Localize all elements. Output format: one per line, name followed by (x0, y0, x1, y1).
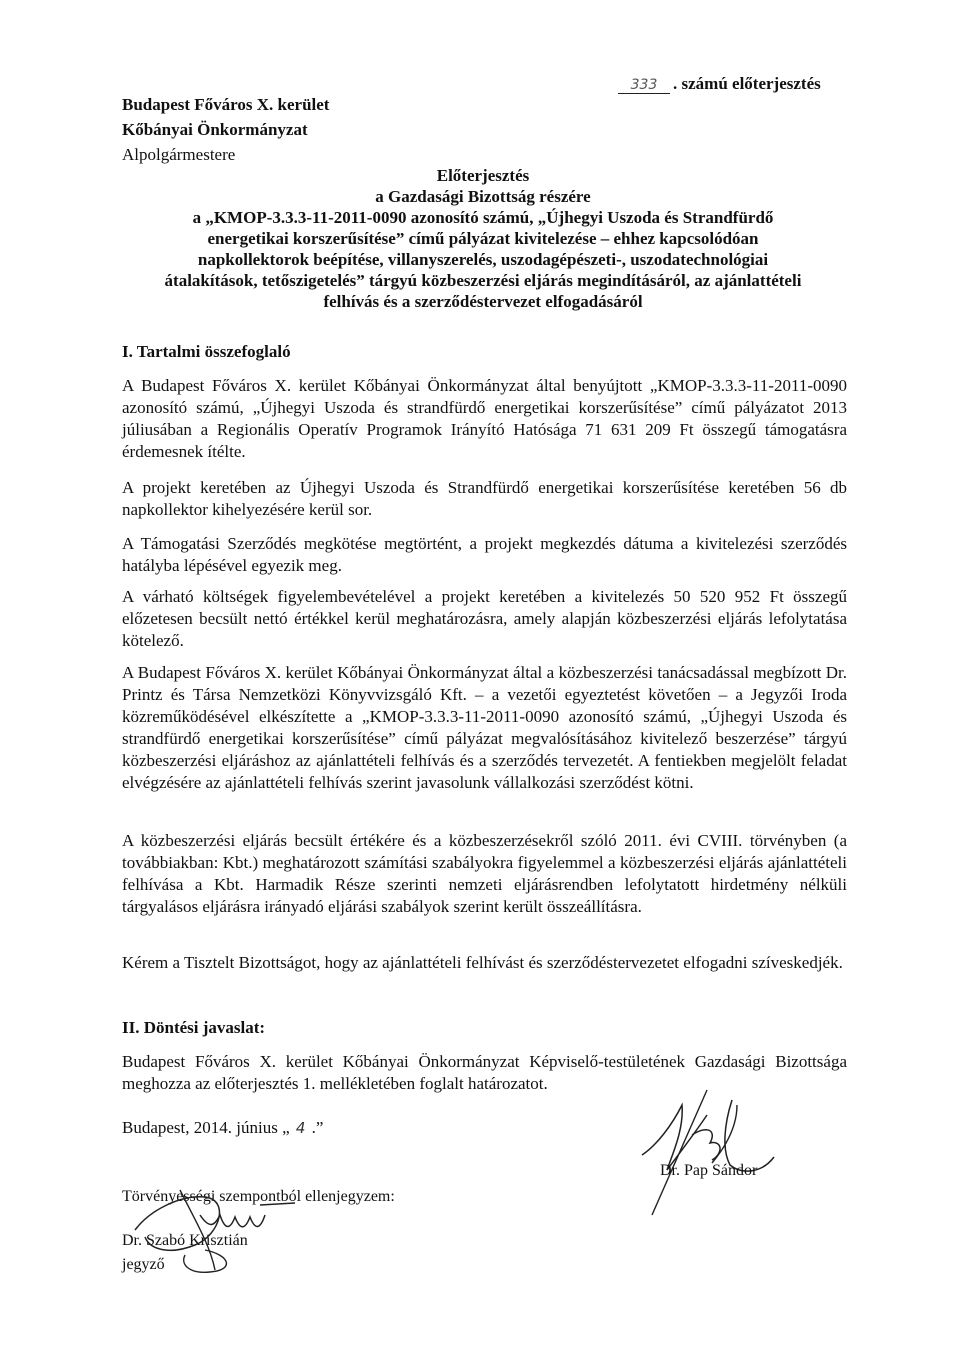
summary-paragraph-7: Kérem a Tisztelt Bizottságot, hogy az ajánlattételi felhívást és szerződéstervezetet elfogadni szíveskedjék. (122, 953, 843, 972)
place-date (122, 1118, 323, 1138)
summary-paragraph-1: A Budapest Főváros X. kerület Kőbányai Önkormányzat által benyújtott „KMOP-3.3.3-11-2011-0090 azonosító számú, „Újhegyi Uszoda és strandfürdő energetikai korszerűsítése” című pályázatot 2013 júliusában a Regionális Operatív Programok Irányító Hatósága 71 631 209 Ft összegű támogatásra érdemesnek ítélte. (122, 376, 847, 461)
notary-signature (110, 1175, 370, 1275)
title-line-7: felhívás és a szerződéstervezet elfogadásáról (323, 292, 643, 311)
summary-paragraph-2: A projekt keretében az Újhegyi Uszoda és Strandfürdő energetikai korszerűsítése keretében 56 db napkollektor kihelyezésére kerül sor. (122, 478, 847, 519)
document-title (118, 165, 848, 312)
summary-paragraph-3: A Támogatási Szerződés megkötése megtörtént, a projekt megkezdés dátuma a kivitelezési szerződés hatályba lépésével egyezik meg. (122, 534, 847, 575)
title-line-6: átalakítások, tetőszigetelés” tárgyú közbeszerzési eljárás megindításáról, az ajánlattételi (164, 271, 802, 290)
issuer-line-3: Alpolgármestere (122, 145, 236, 164)
proposal-number (618, 74, 821, 94)
mayor-name: Dr. Pap Sándor (660, 1162, 758, 1179)
title-line-4: energetikai korszerűsítése” című pályázat kivitelezése – ehhez kapcsolódóan (207, 229, 759, 248)
proposal-number-handwritten: 333 (618, 77, 670, 94)
title-line-1: Előterjesztés (436, 166, 530, 185)
decision-paragraph: Budapest Főváros X. kerület Kőbányai Önkormányzat Képviselő-testületének Gazdasági Bizottsága meghozza az előterjesztés 1. mellékletében foglalt határozatot. (122, 1052, 847, 1093)
title-line-2: a Gazdasági Bizottság részére (375, 187, 591, 206)
notary-name: Dr. Szabó Krisztián (122, 1232, 248, 1249)
section-2-heading: II. Döntési javaslat: (122, 1018, 266, 1037)
issuer-block (122, 92, 329, 167)
summary-paragraph-4: A várható költségek figyelembevételével a projekt keretében a kivitelezés 50 520 952 Ft összegű előzetesen becsült nettó értékkel kerül meghatározásra, amely alapján közbeszerzési eljárás lefolytatása kötelező. (122, 587, 847, 650)
mayor-signature (612, 1085, 782, 1220)
title-line-3: a „KMOP-3.3.3-11-2011-0090 azonosító számú, „Újhegyi Uszoda és Strandfürdő (192, 208, 774, 227)
section-1-heading: I. Tartalmi összefoglaló (122, 342, 291, 361)
place-date-suffix: .” (311, 1118, 324, 1137)
issuer-line-2: Kőbányai Önkormányzat (122, 120, 308, 139)
notary-role: jegyző (122, 1256, 165, 1273)
place-date-day-handwritten: 4 (295, 1119, 306, 1137)
issuer-line-1: Budapest Főváros X. kerület (122, 95, 330, 114)
summary-paragraph-5: A Budapest Főváros X. kerület Kőbányai Önkormányzat által a közbeszerzési tanácsadással megbízott Dr. Printz és Társa Nemzetközi Könyvvizsgáló Kft. – a vezetői egyeztetést követően – a Jegyzői Iroda közreműködésével elkészítette a „KMOP-3.3.3-11-2011-0090 azonosító számú, „Újhegyi Uszoda és strandfürdő energetikai korszerűsítése” című pályázat megvalósításához kivitelező beszerzése” tárgyú közbeszerzési eljáráshoz az ajánlattételi felhívás és a szerződés tervezetét. A fentiekben megjelölt feladat elvégzésére az ajánlattételi felhívás szerint javasolunk vállalkozási szerződést kötni. (122, 663, 847, 792)
title-line-5: napkollektorok beépítése, villanyszerelés, uszodagépészeti-, uszodatechnológiai (197, 250, 769, 269)
proposal-label: . számú előterjesztés (673, 74, 821, 93)
countersign-label: Törvényességi szempontból ellenjegyzem: (122, 1188, 395, 1205)
place-date-prefix: Budapest, 2014. június „ (122, 1118, 290, 1137)
summary-paragraph-6: A közbeszerzési eljárás becsült értékére és a közbeszerzésekről szóló 2011. évi CVIII. törvényben (a továbbiakban: Kbt.) meghatározott számítási szabályokra figyelemmel a közbeszerzési eljárás ajánlattételi felhívása a Kbt. Harmadik Része szerinti nemzeti eljárásrendben lefolytatott hirdetmény nélküli tárgyalásos eljárásra irányadó eljárási szabályok szerint került összeállításra. (122, 831, 847, 916)
